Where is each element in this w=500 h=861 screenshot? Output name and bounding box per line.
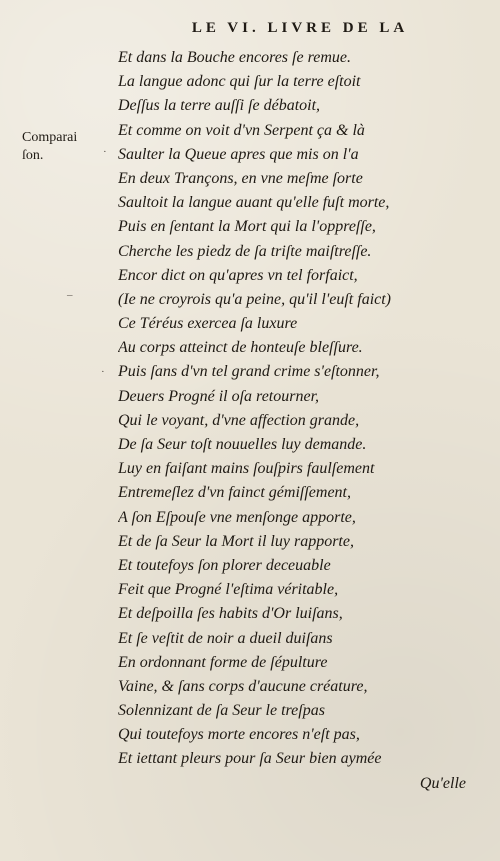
verse-line: A ſon Eſpouſe vne menſonge apporte,: [118, 508, 356, 526]
verse-line: Encor dict on qu'apres vn tel forfaict,: [118, 266, 358, 284]
verse-line: Solennizant de ſa Seur le treſpas: [118, 702, 325, 720]
verse-line: La langue adonc qui ſur la terre eſtoit: [118, 73, 361, 91]
verse-line: En deux Trançons, en vne meſme ſorte: [118, 169, 363, 187]
catchword: Qu'elle: [419, 775, 466, 792]
verse-line: Et comme on voit d'vn Serpent ça & là: [118, 121, 365, 139]
verse-line: Qui le voyant, d'vne affection grande,: [118, 411, 360, 429]
verse-line: Et iettant pleurs pour ſa Seur bien aymée: [118, 750, 382, 768]
verse-line: Et ſe veſtit de noir a dueil duiſans: [118, 629, 333, 647]
verse-line: Luy en faiſant mains ſouſpirs faulſement: [118, 460, 375, 478]
margin-mark: ·: [103, 146, 107, 158]
verse-line: Ce Téréus exercea ſa luxure: [118, 315, 298, 333]
verse-line: Cherche les piedz de ſa triſte maiſtreſſe.: [118, 242, 372, 260]
margin-note: Comparai ſon.: [22, 130, 78, 163]
verse-line: Feit que Progné l'eſtima véritable,: [118, 581, 339, 599]
verse-line: Deſſus la terre auſſi ſe débatoit,: [118, 97, 321, 115]
margin-mark: ·: [101, 366, 105, 378]
verse-line: Et de ſa Seur la Mort il luy rapporte,: [118, 532, 354, 550]
verse-line: Et toutefoys ſon plorer deceuable: [118, 556, 331, 574]
verse-line: Vaine, & ſans corps d'aucune créature,: [118, 677, 368, 695]
verse-line: (Ie ne croyrois qu'a peine, qu'il l'euſt faict): [118, 290, 392, 308]
verse-line: Au corps atteinct de honteuſe bleſſure.: [118, 339, 363, 357]
verse-list: [118, 46, 458, 772]
verse-line: Entremeſlez d'vn fainct gémiſſement,: [118, 484, 351, 502]
verse-line: Et deſpoilla ſes habits d'Or luiſans,: [118, 605, 343, 623]
verse-line: Puis en ſentant la Mort qui la l'oppreſſe,: [118, 218, 376, 236]
verse-line: En ordonnant forme de ſépulture: [118, 653, 328, 671]
verse-line: Qui toutefoys morte encores n'eſt pas,: [118, 726, 360, 744]
page-header: LE VI. LIVRE DE LA: [191, 20, 409, 36]
verse-line: Saultoit la langue auant qu'elle fuſt morte,: [118, 194, 390, 212]
verse-line: Saulter la Queue apres que mis on l'a: [118, 145, 359, 163]
verse-line: Deuers Progné il oſa retourner,: [118, 387, 320, 405]
verse-line: Puis ſans d'vn tel grand crime s'eſtonner,: [118, 363, 380, 381]
verse-line: Et dans la Bouche encores ſe remue.: [118, 49, 351, 66]
verse-line: De ſa Seur toſt nouuelles luy demande.: [118, 436, 367, 453]
margin-mark: –: [67, 289, 73, 301]
